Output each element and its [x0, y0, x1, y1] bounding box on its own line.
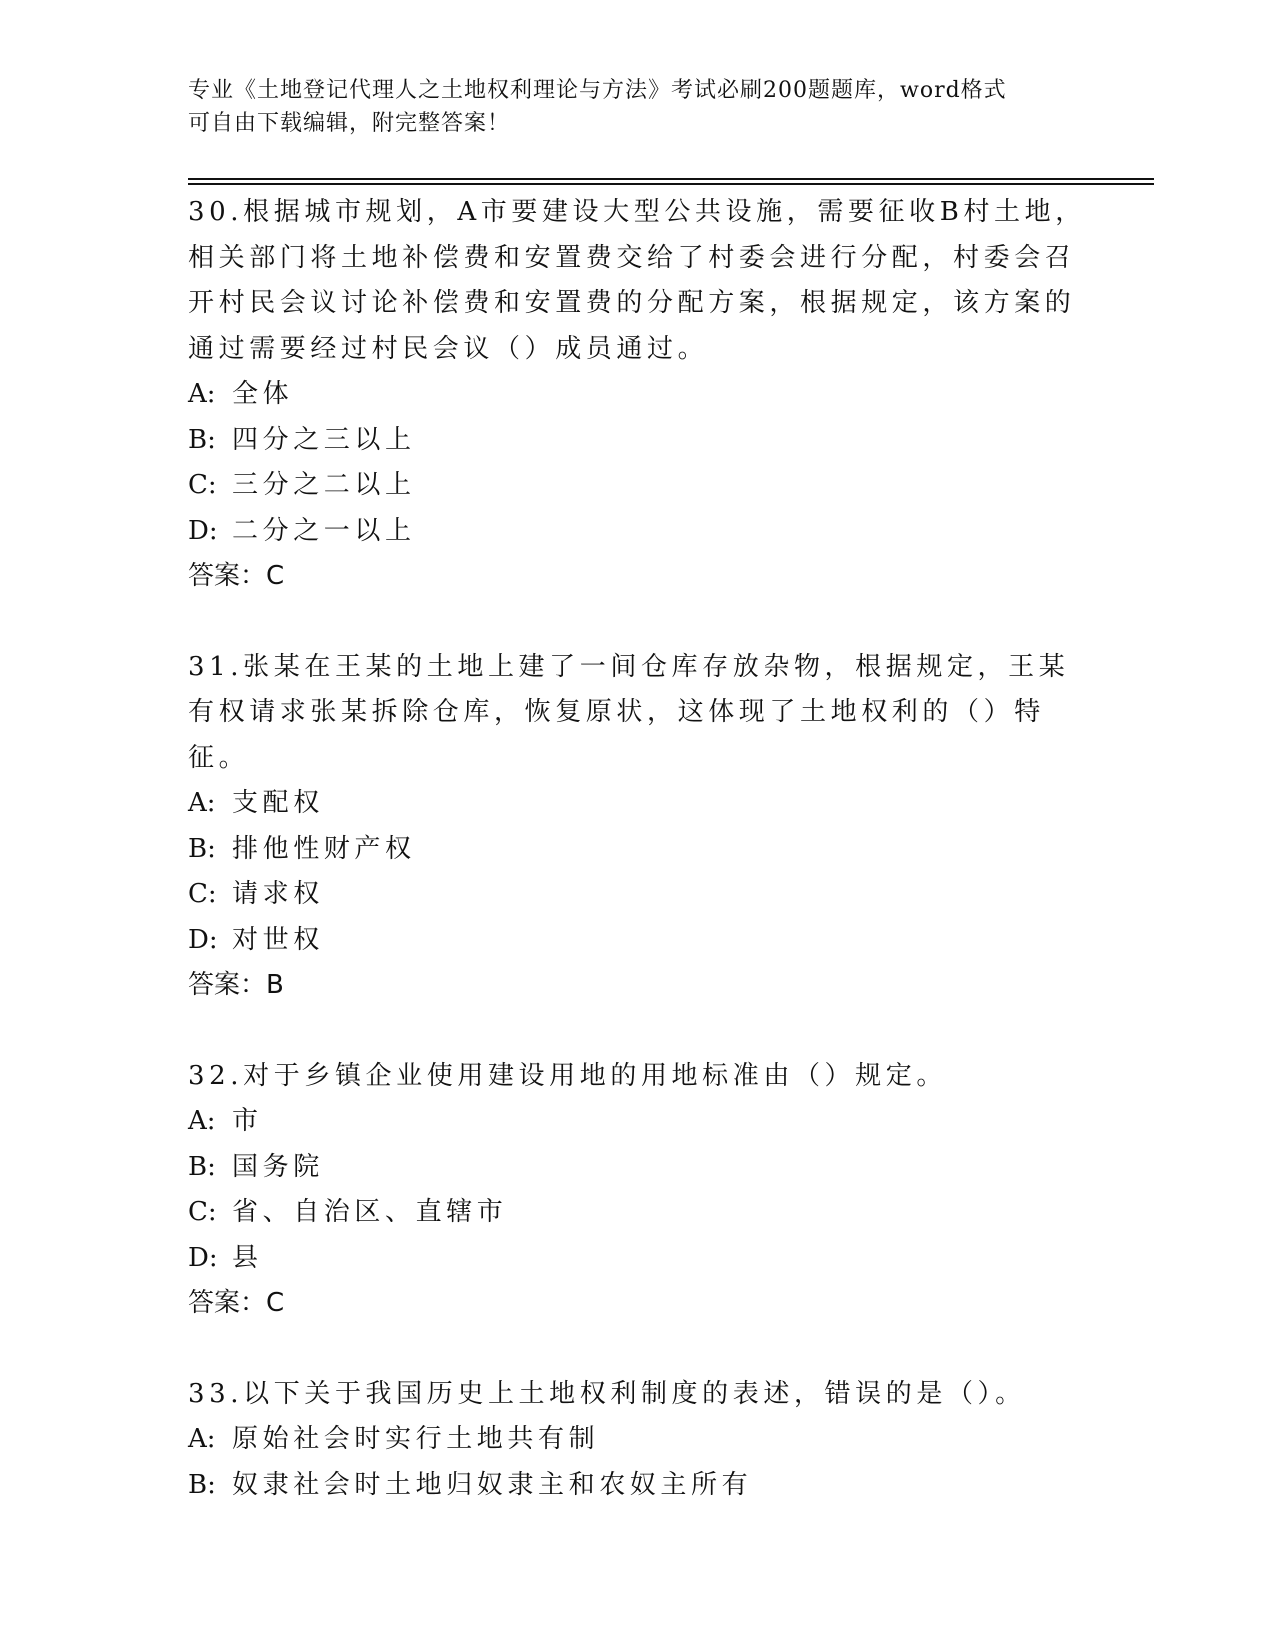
- option-d: [188, 918, 1088, 964]
- question-text: 31.张某在王某的土地上建了一间仓库存放杂物，根据规定，王某有权请求张某拆除仓库，恢复原状，这体现了土地权利的（）特征。: [188, 651, 1070, 773]
- question-32: [188, 1054, 1088, 1327]
- question-text: 33.以下关于我国历史上土地权利制度的表述，错误的是（）。: [188, 1378, 1026, 1409]
- option-letter: B:: [188, 424, 216, 455]
- question-text: 30.根据城市规划，A市要建设大型公共设施，需要征收B村土地，相关部门将土地补偿费和安置费交给了村委会进行分配，村委会召开村民会议讨论补偿费和安置费的分配方案，根据规定，该方案的通过需要经过村民会议（）成员通过。: [188, 197, 1086, 364]
- question-33: [188, 1372, 1088, 1509]
- option-text: 县: [232, 1242, 263, 1273]
- option-text: 全体: [232, 379, 294, 409]
- header-line-1: 专业《土地登记代理人之土地权利理论与方法》考试必刷200题题库，word格式: [188, 78, 1007, 103]
- option-text: 奴隶社会时土地归奴隶主和农奴主所有: [232, 1469, 753, 1500]
- option-c: [188, 872, 1088, 918]
- option-letter: D:: [188, 924, 218, 955]
- answer-line: 答案：C: [188, 561, 285, 591]
- option-d: [188, 1236, 1088, 1282]
- option-letter: C:: [188, 1197, 217, 1227]
- option-b: [188, 827, 1088, 873]
- option-text: 四分之三以上: [232, 424, 416, 455]
- option-text: 市: [232, 1106, 263, 1136]
- answer-line: 答案：C: [188, 1288, 285, 1318]
- option-text: 排他性财产权: [232, 833, 416, 864]
- option-c: [188, 1190, 1088, 1236]
- option-letter: D:: [188, 1242, 218, 1273]
- header-line-2: 可自由下载编辑，附完整答案！: [188, 111, 511, 136]
- option-letter: C:: [188, 879, 217, 909]
- option-letter: A:: [188, 379, 216, 409]
- option-text: 国务院: [232, 1151, 324, 1182]
- option-a: [188, 1099, 1088, 1145]
- option-a: [188, 1417, 1088, 1463]
- header-divider-bottom: [188, 183, 1154, 185]
- option-letter: A:: [188, 1424, 216, 1454]
- option-b: [188, 1145, 1088, 1191]
- option-letter: A:: [188, 788, 216, 818]
- option-text: 原始社会时实行土地共有制: [232, 1424, 600, 1454]
- option-text: 支配权: [232, 788, 324, 818]
- option-letter: A:: [188, 1106, 216, 1136]
- question-text: 32.对于乡镇企业使用建设用地的用地标准由（）规定。: [188, 1060, 947, 1091]
- answer-line: 答案：B: [188, 970, 284, 1000]
- option-letter: B:: [188, 1469, 216, 1500]
- option-text: 对世权: [232, 924, 324, 955]
- header-divider-top: [188, 178, 1154, 180]
- option-letter: B:: [188, 1151, 216, 1182]
- option-text: 三分之二以上: [232, 470, 416, 500]
- option-c: [188, 463, 1088, 509]
- option-a: [188, 372, 1088, 418]
- option-a: [188, 781, 1088, 827]
- option-d: [188, 509, 1088, 555]
- option-letter: B:: [188, 833, 216, 864]
- option-letter: C:: [188, 470, 217, 500]
- question-30: [188, 190, 1088, 600]
- document-header: [188, 74, 1088, 140]
- option-text: 二分之一以上: [232, 515, 416, 546]
- option-text: 请求权: [232, 879, 324, 909]
- option-text: 省、自治区、直辖市: [232, 1197, 508, 1227]
- question-list: [188, 190, 1088, 1553]
- question-31: [188, 645, 1088, 1009]
- option-letter: D:: [188, 515, 218, 546]
- option-b: [188, 418, 1088, 464]
- option-b: [188, 1463, 1088, 1509]
